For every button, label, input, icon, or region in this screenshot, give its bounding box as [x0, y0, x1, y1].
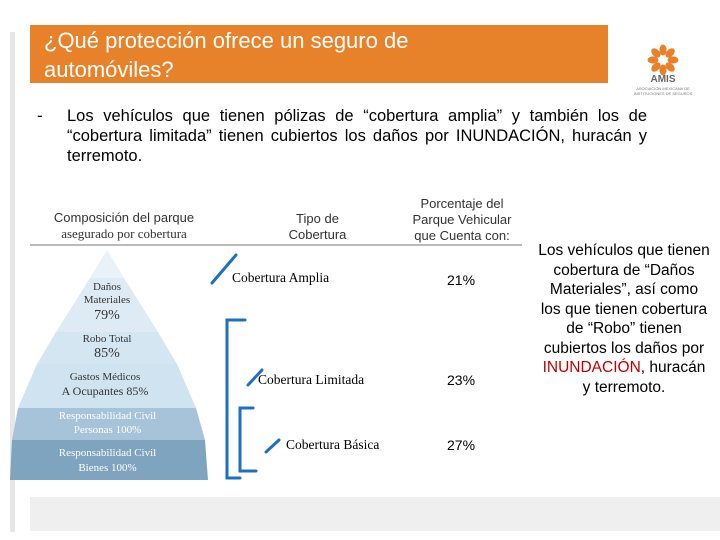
coverage-brackets: [0, 0, 300, 500]
logo-wordmark: AMIS: [650, 74, 676, 85]
tier-danos-pct: 79%: [94, 308, 120, 323]
col-header-tipo: Tipo de Cobertura: [288, 211, 347, 242]
pyramid-heading: Composición del parque asegurado por cobertura: [53, 210, 195, 241]
bracket-basica-1: [240, 408, 256, 471]
side-note: Los vehículos que tienen cobertura de “Daños Materiales”, así como los que tienen cobertura de “Robo” tienen cubiertos los daños por INUNDACIÓN, huracán y terremoto.: [538, 242, 710, 396]
col-header-porcentaje: Porcentaje del Parque Vehicular que Cuenta con:: [412, 196, 512, 243]
bracket-limitada-1: [227, 320, 245, 478]
row-pct-amplia: 21%: [447, 272, 476, 288]
logo-subtext: ASOCIACIÓN MEXICANA DE INSTITUCIONES DE SEGUROS: [633, 86, 693, 96]
tier-gastos-label: Gastos Médicos A Ocupantes 85%: [61, 371, 149, 398]
footer-band: [30, 497, 720, 531]
slide-title-line1: ¿Qué protección ofrece un seguro de: [44, 28, 409, 53]
tier-robo-label: Robo Total: [82, 333, 132, 345]
row-pct-limitada: 23%: [447, 372, 476, 388]
bracket-basica-2: [266, 440, 279, 452]
tier-rc-bienes-label: Responsabilidad Civil Bienes 100%: [58, 447, 157, 474]
bullet-marker: -: [37, 106, 43, 125]
bullet-text: Los vehículos que tienen pólizas de “cobertura amplia” y también los de “cobertura limitada” tienen cubiertos los daños por INUNDACIÓN, huracán y terremoto.: [67, 107, 647, 165]
row-type-limitada: Cobertura Limitada: [258, 372, 365, 387]
row-pct-basica: 27%: [447, 437, 476, 453]
tier-robo-pct: 85%: [94, 346, 120, 361]
row-type-amplia: Cobertura Amplia: [232, 270, 330, 285]
slide-title-line2: automóviles?: [44, 57, 174, 82]
side-note-highlight: INUNDACIÓN: [542, 359, 641, 376]
tier-rc-personas-label: Responsabilidad Civil Personas 100%: [58, 410, 157, 436]
table-header-rule: [222, 244, 522, 246]
row-type-basica: Cobertura Básica: [286, 437, 380, 452]
tier-danos-label: Daños Materiales: [83, 281, 131, 306]
